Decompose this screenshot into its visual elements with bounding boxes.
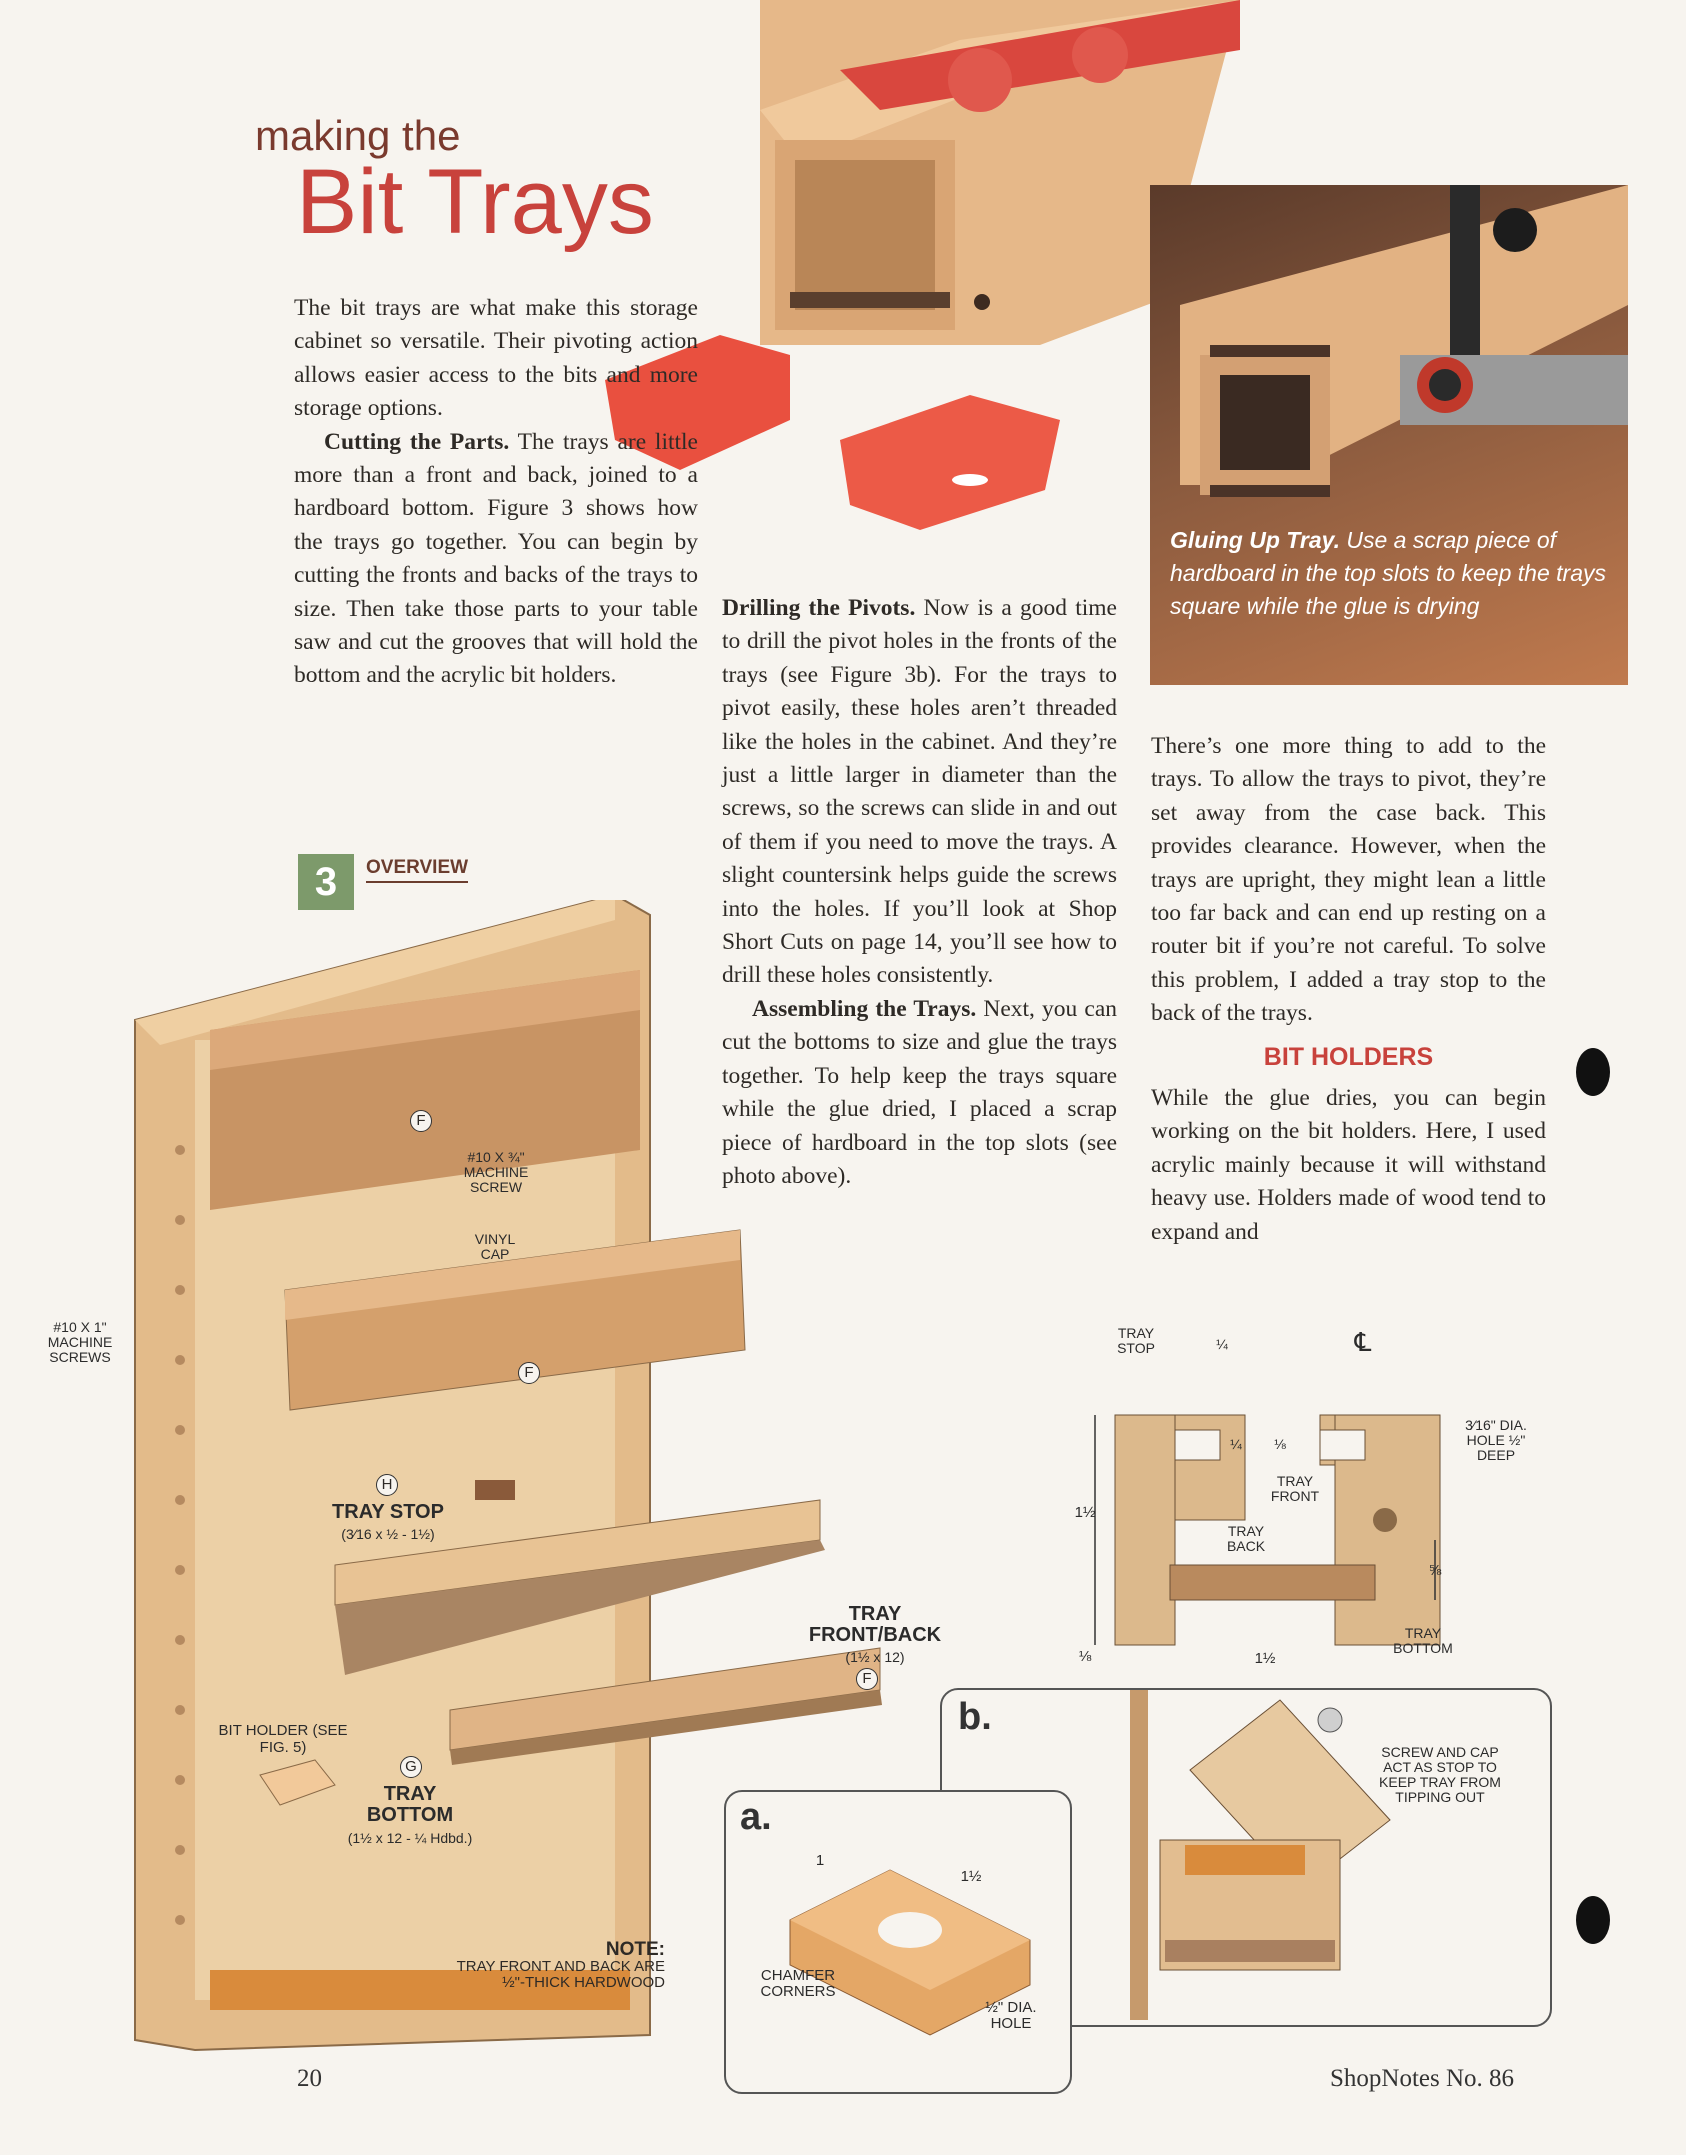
photo-caption [1170, 524, 1612, 623]
body-column-3 [1151, 730, 1546, 1249]
section-centerline: ℄ [1354, 1327, 1372, 1357]
binder-hole-bottom [1576, 1896, 1610, 1944]
label-bit-holder: BIT HOLDER (SEE FIG. 5) [218, 1722, 348, 1756]
label-tray-bottom-dim: (1½ x 12 - ¼ Hdbd.) [347, 1830, 473, 1846]
subhead-bit-holders: BIT HOLDERS [1263, 1042, 1434, 1071]
label-tray-stop: TRAY STOP [332, 1501, 444, 1523]
tray-section-drawing [1070, 1320, 1670, 1680]
section-label-tray-bottom: TRAY BOTTOM [1393, 1625, 1453, 1656]
binder-hole-top [1576, 1048, 1610, 1096]
inset-a-hole: ½" DIA. HOLE [985, 1999, 1037, 2032]
section-label-tray-front: TRAY FRONT [1270, 1473, 1320, 1504]
label-machine-screw: #10 X ¾" MACHINE SCREW [463, 1149, 529, 1195]
lead-in-drilling: Drilling the Pivots. [722, 595, 916, 621]
section-dim-width: 1½ [1254, 1650, 1276, 1667]
figure-number-badge: 3 [298, 854, 354, 910]
inset-b-drawing [1110, 1690, 1410, 2020]
photo-caption-lead: Gluing Up Tray. [1170, 527, 1340, 553]
paragraph-intro: The bit trays are what make this storage cabinet so versatile. Their pivoting action allows easier access to the bits and more storage options. [294, 295, 698, 422]
section-dim-quarter-inner: ¼ [1230, 1436, 1242, 1452]
section-dim-quarter-top: ¼ [1216, 1336, 1228, 1352]
inset-a-chamfer: CHAMFER CORNERS [760, 1967, 836, 2000]
inset-a-dim-1: 1 [815, 1852, 825, 1869]
label-machine-screws: #10 X 1" MACHINE SCREWS [47, 1319, 113, 1365]
page-title: Bit Trays [296, 151, 654, 253]
label-tray-front-back: TRAY FRONT/BACK [808, 1603, 942, 1646]
section-dim-five-eighths: ⅝ [1428, 1562, 1442, 1579]
figure-title: OVERVIEW [366, 857, 468, 883]
label-tray-stop-dim: (3⁄16 x ½ - 1½) [341, 1526, 435, 1542]
photo-caption-text: Use a scrap piece of hardboard in the top slots to keep the trays square while the glue is drying [1170, 527, 1606, 619]
label-vinyl-cap: VINYL CAP [474, 1231, 516, 1262]
label-tray-front-back-dim: (1½ x 12) [845, 1649, 905, 1665]
section-label-hole: 3⁄16" DIA. HOLE ½" DEEP [1465, 1417, 1527, 1463]
page-number: 20 [297, 2065, 322, 2092]
section-label-tray-stop: TRAY STOP [1117, 1325, 1155, 1356]
inset-b-callout: SCREW AND CAP ACT AS STOP TO KEEP TRAY FROM TIPPING OUT [1379, 1744, 1501, 1805]
label-tray-bottom: TRAY BOTTOM [366, 1783, 454, 1826]
part-label-h: H [376, 1474, 398, 1496]
inset-b-letter: b. [958, 1696, 992, 1738]
issue-name: ShopNotes No. 86 [1330, 2065, 1515, 2092]
paragraph-drilling-text: Now is a good time to drill the pivot holes in the fronts of the trays (see Figure 3b). For the trays to pivot easily, these holes aren’t threaded like the holes in the cabinet. And they’re just a little larger in diameter than the screws, so the screws can slide in and out of them if you need to move the trays. A slight countersink helps guide the screws into the holes. If you’ll look at Shop Short Cuts on page 14, you’ll see how to drill these holes consistently. [722, 595, 1117, 989]
note-text: TRAY FRONT AND BACK ARE ½"-THICK HARDWOOD [456, 1958, 665, 1991]
paragraph-assembling-text: Next, you can cut the bottoms to size and glue the trays together. To help keep the trays square while the glue dried, I placed a scrap piece of hardboard in the top slots (see photo above). [722, 995, 1117, 1189]
figure-note [440, 1939, 665, 1991]
lead-in-assembling: Assembling the Trays. [752, 995, 977, 1022]
part-label-f-middle: F [518, 1362, 540, 1384]
section-kicker: making the [255, 112, 461, 159]
inset-a-letter: a. [740, 1796, 772, 1838]
note-title: NOTE: [605, 1939, 665, 1960]
part-label-g: G [400, 1756, 422, 1778]
lead-in-cutting: Cutting the Parts. [324, 428, 510, 455]
section-dim-height: 1½ [1074, 1504, 1096, 1521]
part-label-f-top: F [410, 1110, 432, 1132]
paragraph-cutting-text: The trays are little more than a front and back, joined to a hardboard bottom. Figure 3 shows how the trays go together. You can begin by cutting the fronts and backs of the trays to size. Then take those parts to your table saw and cut the grooves that will hold the bottom and the acrylic bit holders. [294, 428, 698, 689]
section-label-tray-back: TRAY BACK [1226, 1523, 1266, 1554]
body-column-1 [294, 292, 698, 693]
inset-a-dim-1half: 1½ [960, 1868, 982, 1885]
paragraph-tray-stop: There’s one more thing to add to the trays. To allow the trays to pivot, they’re set away from the case back. This provides clearance. However, when the trays are upright, they might lean a little too far back and can end up resting on a router bit if you’re not careful. To solve this problem, I added a tray stop to the back of the trays. [1151, 733, 1546, 1027]
paragraph-bit-holders: While the glue dries, you can begin working on the bit holders. Here, I used acrylic mainly because it will withstand heavy use. Holders made of wood tend to expand and [1151, 1085, 1546, 1245]
paragraph-cutting [294, 426, 698, 693]
section-dim-eighth-inner: ⅛ [1274, 1436, 1286, 1452]
section-dim-eighth-bottom: ⅛ [1078, 1648, 1092, 1665]
part-label-f-bottom: F [856, 1668, 878, 1690]
